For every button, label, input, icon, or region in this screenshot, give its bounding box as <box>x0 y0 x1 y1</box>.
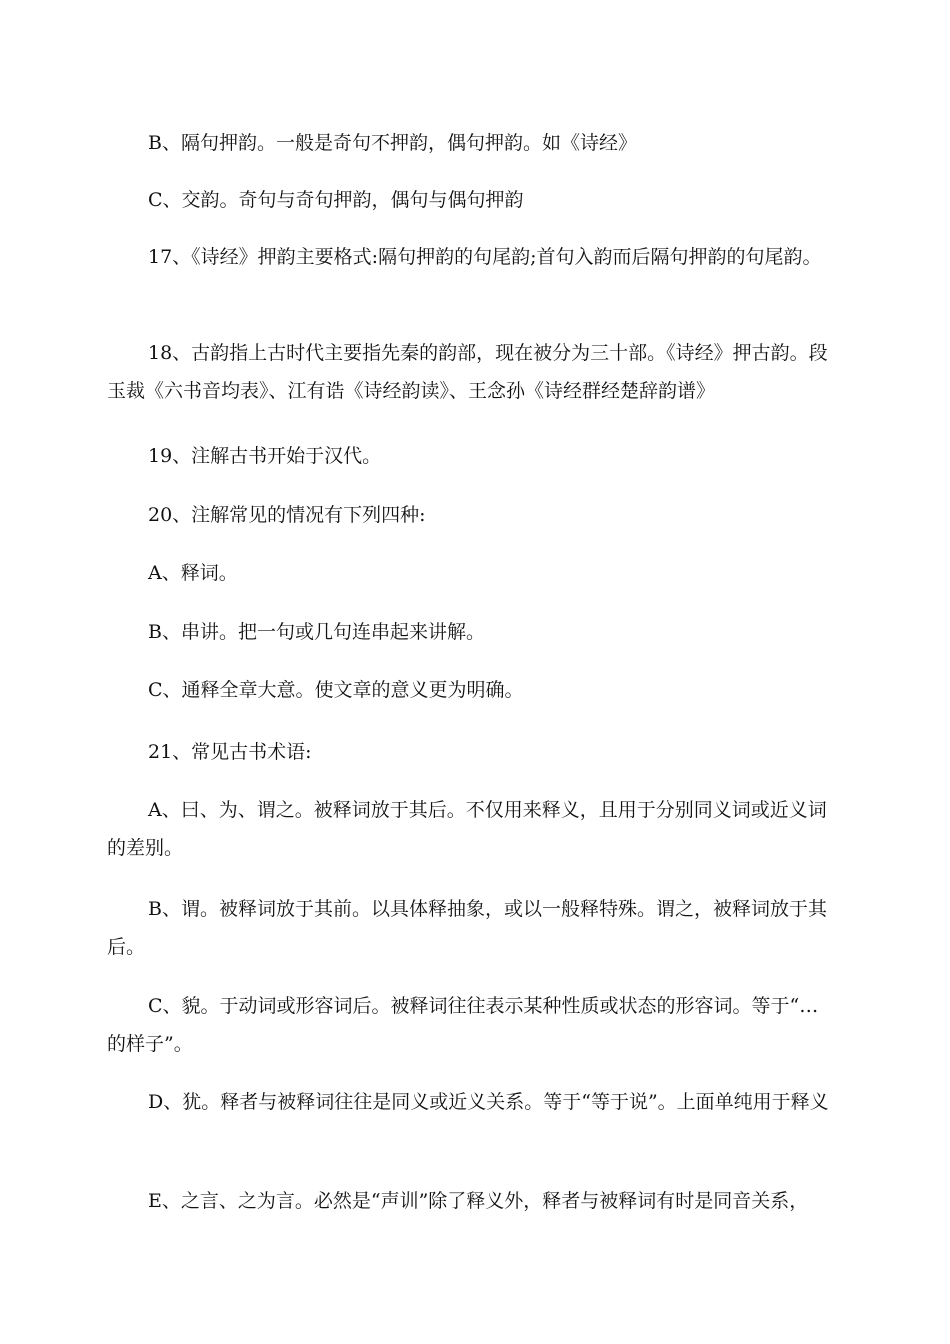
paragraph-19: 19、注解古书开始于汉代。 <box>148 445 382 467</box>
paragraph-rhyme-c: C、交韵。奇句与奇句押韵，偶句与偶句押韵 <box>148 189 524 211</box>
paragraph-20-c: C、通释全章大意。使文章的意义更为明确。 <box>148 679 524 701</box>
paragraph-20: 20、注解常见的情况有下列四种: <box>148 504 426 526</box>
paragraph-20-b: B、串讲。把一句或几句连串起来讲解。 <box>148 621 485 643</box>
paragraph-21: 21、常见古书术语: <box>148 741 312 763</box>
paragraph-21-b: B、谓。被释词放于其前。以具体释抽象，或以一般释特殊。谓之，被释词放于其后。 <box>107 898 827 958</box>
paragraph-rhyme-b: B、隔句押韵。一般是奇句不押韵，偶句押韵。如《诗经》 <box>148 132 637 154</box>
paragraph-18: 18、古韵指上古时代主要指先秦的韵部，现在被分为三十部。《诗经》押古韵。段玉裁《六书音均表》、江有诰《诗经韵读》、王念孙《诗经群经楚辞韵谱》 <box>107 342 828 402</box>
paragraph-17: 17、《诗经》押韵主要格式:隔句押韵的句尾韵;首句入韵而后隔句押韵的句尾韵。 <box>148 246 822 268</box>
paragraph-21-d: D、犹。释者与被释词往往是同义或近义关系。等于“等于说”。上面单纯用于释义 <box>148 1091 829 1113</box>
paragraph-21-a: A、曰、为、谓之。被释词放于其后。不仅用来释义，且用于分别同义词或近义词的差别。 <box>107 799 827 859</box>
paragraph-20-a: A、释词。 <box>148 562 238 584</box>
paragraph-21-c: C、貌。于动词或形容词后。被释词往往表示某种性质或状态的形容词。等于“…的样子”。 <box>107 995 819 1055</box>
paragraph-21-e: E、之言、之为言。必然是“声训”除了释义外，释者与被释词有时是同音关系， <box>148 1190 809 1212</box>
